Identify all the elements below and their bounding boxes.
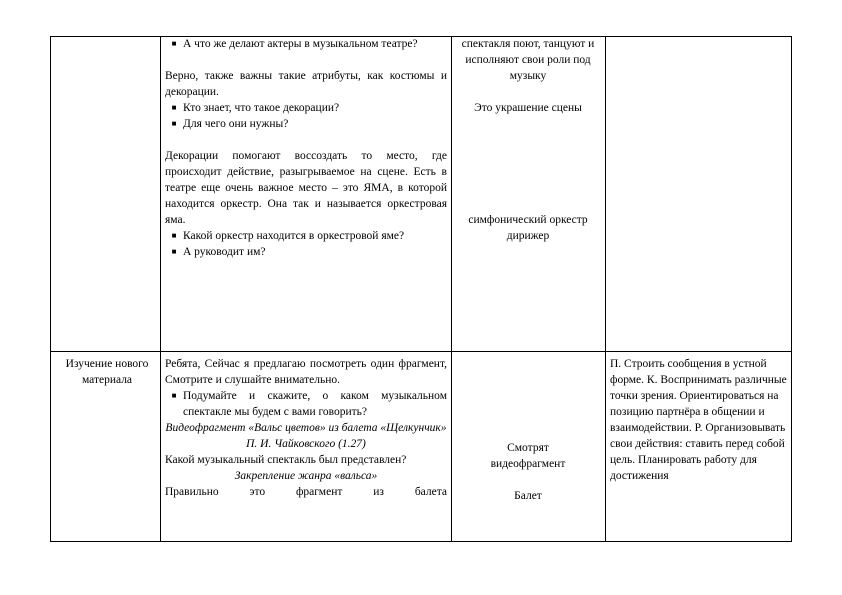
student-answer: Это украшение сцены (474, 102, 582, 114)
row2-skills-cell (610, 356, 788, 542)
row1-skills-cell (610, 38, 788, 348)
teacher-paragraph: Декорации помогают воссоздать то место, где происходит действие, разыгрываемое на сцене. Есть в театре еще очень важное место – это ЯМА, в которой находится оркестр. Она так и называется оркестровая яма. (165, 150, 447, 226)
column-divider (605, 36, 606, 542)
row2-stage-cell (62, 356, 152, 538)
question-text: Кто знает, что такое декорации? (183, 102, 340, 114)
lesson-plan-table (50, 36, 792, 542)
question-item (165, 244, 447, 260)
row1-student-cell (455, 36, 601, 348)
row1-stage-cell (54, 38, 156, 348)
question-item (165, 100, 447, 116)
question-item (165, 228, 447, 244)
genre-reinforcement-title: Закрепление жанра «вальса» (234, 470, 378, 482)
video-fragment-title: Видеофрагмент «Вальс цветов» из балета «Щелкунчик» П. И. Чайковского (1.27) (165, 422, 447, 450)
bullet-icon: ■ (171, 103, 177, 112)
question-text: А руководит им? (183, 246, 266, 258)
column-divider (451, 36, 452, 542)
bullet-icon: ■ (171, 119, 177, 128)
bullet-icon: ■ (171, 231, 177, 240)
question-text: А что же делают актеры в музыкальном театре? (183, 38, 418, 50)
bullet-icon: ■ (171, 39, 177, 48)
stage-label: Изучение нового материала (65, 358, 149, 386)
column-divider (160, 36, 161, 542)
student-answer: Балет (514, 490, 542, 502)
student-answer: дирижер (506, 230, 550, 242)
teacher-paragraph: Правильно это фрагмент из балета (165, 486, 447, 498)
teacher-paragraph: Верно, также важны такие атрибуты, как костюмы и декорации. (165, 70, 447, 98)
table-left-border (50, 36, 51, 542)
row2-student-cell (455, 356, 601, 538)
row1-teacher-cell (165, 36, 447, 348)
question-item (165, 116, 447, 132)
student-answer: спектакля поют, танцуют и исполняют свои роли под музыку (461, 38, 595, 82)
bullet-icon: ■ (171, 247, 177, 256)
question-text: Для чего они нужны? (183, 118, 289, 130)
teacher-paragraph: Ребята, Сейчас я предлагаю посмотреть один фрагмент, Смотрите и слушайте внимательно. (165, 358, 447, 386)
student-answer: Смотрят видеофрагмент (490, 442, 566, 470)
teacher-paragraph: Какой музыкальный спектакль был представлен? (165, 454, 407, 466)
question-item (165, 388, 447, 420)
row-divider (50, 351, 792, 352)
question-text: Какой оркестр находится в оркестровой яме? (183, 230, 405, 242)
question-text: Подумайте и скажите, о каком музыкальном спектакле мы будем с вами говорить? (183, 390, 447, 418)
bullet-icon: ■ (171, 391, 177, 400)
question-item (165, 36, 447, 52)
skills-text: П. Строить сообщения в устной форме. К. Воспринимать различные точки зрения. Ориентироваться на позицию партнёра в общении и взаимодействии. Р. Организовывать свои действия: ставить перед собой цель. Планировать работу для достижения (610, 358, 787, 482)
student-answer: симфонический оркестр (468, 214, 588, 226)
table-right-border (791, 36, 792, 542)
row2-teacher-cell (165, 356, 447, 542)
